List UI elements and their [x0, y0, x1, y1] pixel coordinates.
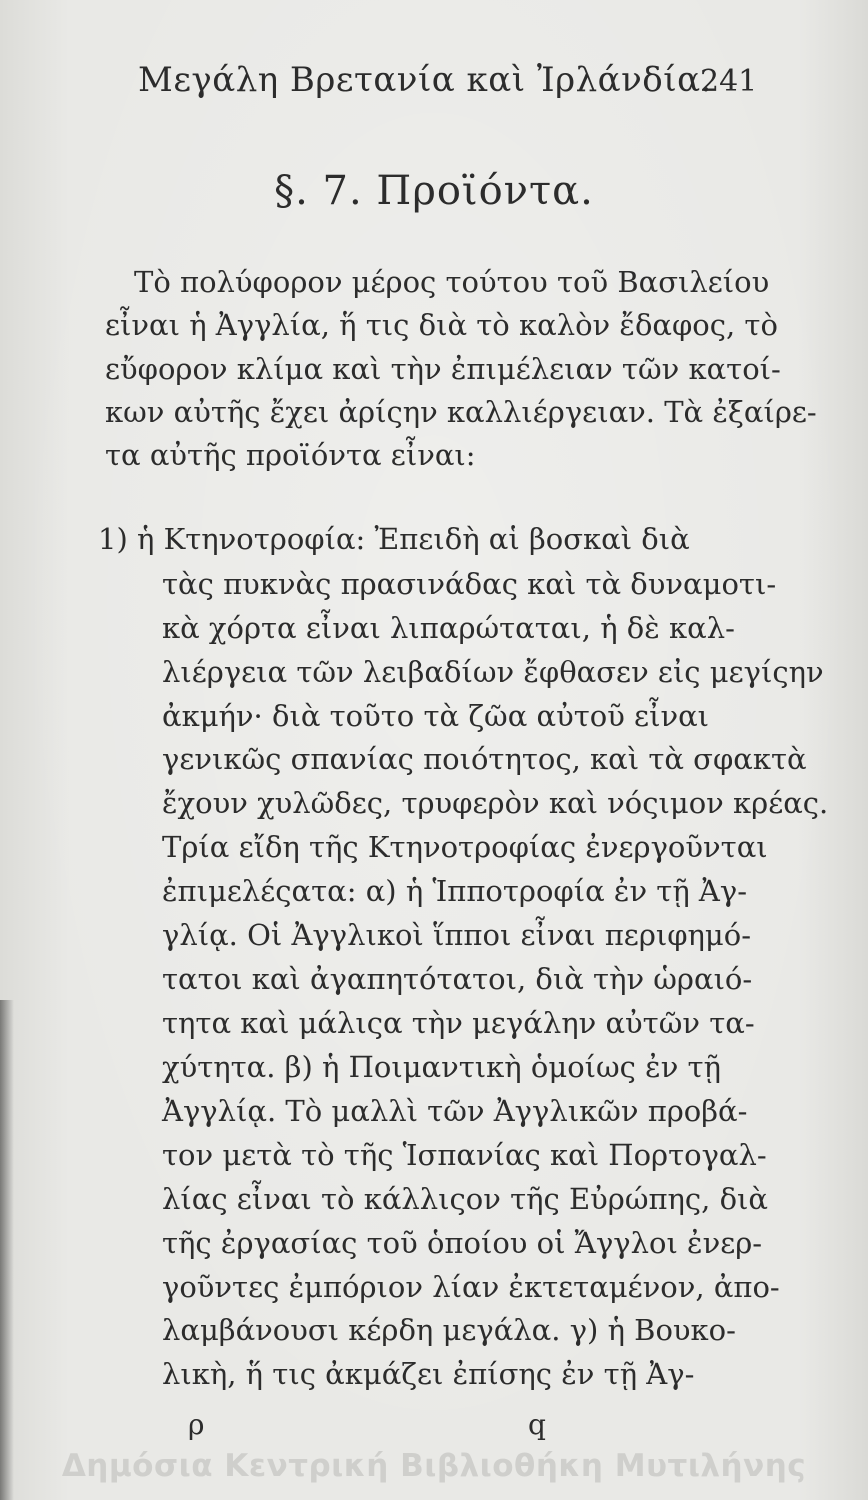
text-line: τατοι καὶ ἀγαπητότατοι, διὰ τὴν ὡραιό- — [162, 962, 753, 996]
text-line: τον μετὰ τὸ τῆς Ἱσπανίας καὶ Πορτογαλ- — [162, 1138, 767, 1172]
text-line: εὔφορον κλίμα καὶ τὴν ἐπιμέλειαν τῶν κατοί- — [105, 352, 781, 386]
text-line: λιέργεια τῶν λειβαδίων ἔφθασεν εἰς μεγίςην — [162, 655, 824, 689]
text-line: 1) ἡ Κτηνοτροφία: Ἐπειδὴ αἱ βοσκαὶ διὰ — [98, 522, 690, 556]
text-line: Τὸ πολύφορον μέρος τούτου τοῦ Βασιλείου — [134, 265, 770, 299]
text-line: ἐπιμελέςατα: α) ἡ Ἱπποτροφία ἐν τῇ Ἀγ- — [162, 874, 747, 908]
text-line: ἔχουν χυλῶδες, τρυφερὸν καὶ νόςιμον κρέας. — [162, 786, 829, 820]
running-head-title: Μεγάλη Βρετανία καὶ Ἰρλάνδία. — [138, 60, 712, 100]
signature-mark: ρ — [188, 1408, 205, 1441]
text-line: ἀκμήν· διὰ τοῦτο τὰ ζῶα αὐτοῦ εἶναι — [162, 699, 710, 733]
text-line: τητα καὶ μάλιςα τὴν μεγάλην αὐτῶν τα- — [162, 1006, 755, 1040]
text-line: Τρία εἴδη τῆς Κτηνοτροφίας ἐνεργοῦνται — [162, 830, 768, 864]
text-line: Ἀγγλίᾳ. Τὸ μαλλὶ τῶν Ἀγγλικῶν προβά- — [162, 1094, 748, 1128]
text-line: τῆς ἐργασίας τοῦ ὁποίου οἱ Ἄγγλοι ἐνερ- — [162, 1226, 763, 1260]
text-line: γοῦντες ἐμπόριον λίαν ἐκτεταμένον, ἀπο- — [162, 1270, 780, 1304]
page-edge-shadow — [0, 1000, 14, 1500]
text-line: γενικῶς σπανίας ποιότητος, καὶ τὰ σφακτὰ — [162, 742, 807, 776]
text-line: λαμβάνουσι κέρδη μεγάλα. γ) ἡ Βουκο- — [162, 1313, 736, 1347]
running-head — [0, 60, 868, 110]
section-heading: §. 7. Προϊόντα. — [274, 168, 594, 214]
text-line: κων αὐτῆς ἔχει ἀρίςην καλλιέργειαν. Τὰ ἐξαίρε- — [105, 395, 817, 429]
text-line: εἶναι ἡ Ἀγγλία, ἥ τις διὰ τὸ καλὸν ἔδαφος, τὸ — [105, 308, 778, 342]
text-line: κὰ χόρτα εἶναι λιπαρώταται, ἡ δὲ καλ- — [162, 611, 735, 645]
text-line: τα αὐτῆς προϊόντα εἶναι: — [105, 438, 476, 472]
text-line: λικὴ, ἥ τις ἀκμάζει ἐπίσης ἐν τῇ Ἀγ- — [162, 1357, 695, 1391]
page-number: 241 — [700, 64, 758, 99]
library-watermark: Δημόσια Κεντρική Βιβλιοθήκη Μυτιλήνης — [61, 1448, 807, 1484]
text-line: γλίᾳ. Οἱ Ἀγγλικοὶ ἵπποι εἶναι περιφημό- — [162, 918, 752, 952]
signature-mark: q — [528, 1408, 546, 1441]
text-line: λίας εἶναι τὸ κάλλιςον τῆς Εὐρώπης, διὰ — [162, 1182, 768, 1216]
text-line: τὰς πυκνὰς πρασινάδας καὶ τὰ δυναμοτι- — [162, 567, 777, 601]
text-line: χύτητα. β) ἡ Ποιμαντικὴ ὁμοίως ἐν τῇ — [162, 1050, 721, 1084]
